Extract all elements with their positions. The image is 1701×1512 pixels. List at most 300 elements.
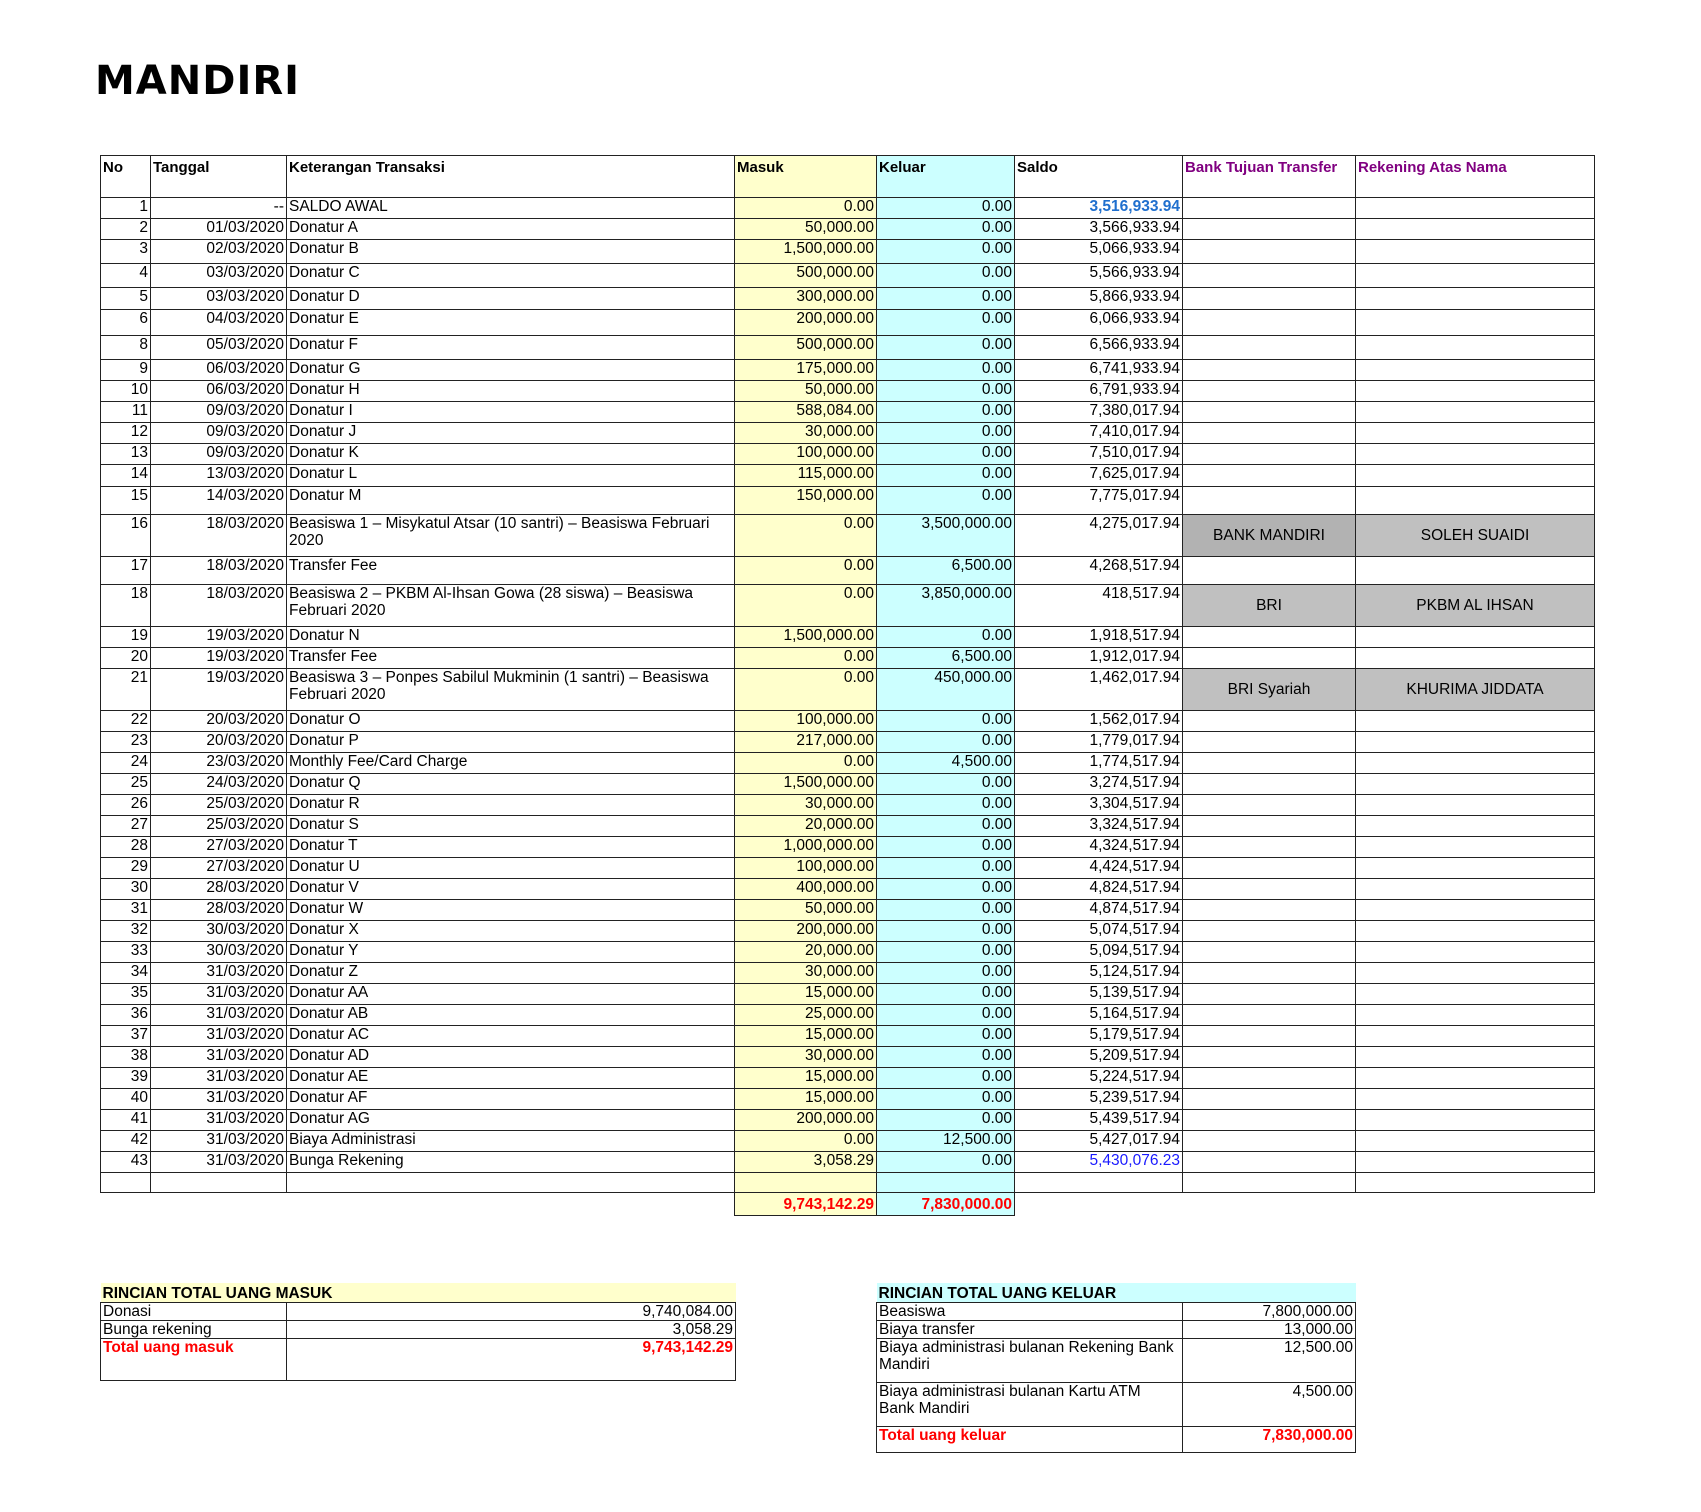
cell-rekening-atas-nama	[1356, 487, 1595, 515]
cell-keterangan: Donatur AC	[287, 1026, 735, 1047]
cell-bank-tujuan	[1183, 198, 1356, 219]
cell-bank-tujuan	[1183, 795, 1356, 816]
table-row	[101, 360, 1595, 381]
cell-tanggal: 31/03/2020	[151, 1026, 287, 1047]
summary-total-row	[877, 1427, 1356, 1453]
cell-bank-tujuan	[1183, 984, 1356, 1005]
cell-saldo: 7,380,017.94	[1015, 402, 1183, 423]
cell-keterangan: Donatur R	[287, 795, 735, 816]
table-row	[101, 627, 1595, 648]
cell-saldo: 5,224,517.94	[1015, 1068, 1183, 1089]
cell-masuk: 500,000.00	[735, 264, 877, 288]
cell-saldo: 5,124,517.94	[1015, 963, 1183, 984]
header-bank-tujuan: Bank Tujuan Transfer	[1183, 156, 1356, 198]
cell-bank-tujuan	[1183, 288, 1356, 310]
cell-keterangan: Donatur AB	[287, 1005, 735, 1026]
cell-saldo: 5,566,933.94	[1015, 264, 1183, 288]
summary-label: Beasiswa	[877, 1303, 1183, 1321]
cell-keterangan: Donatur J	[287, 423, 735, 444]
cell-rekening-atas-nama	[1356, 1047, 1595, 1068]
cell-keluar: 0.00	[877, 198, 1015, 219]
cell-tanggal: 03/03/2020	[151, 288, 287, 310]
cell-keterangan: Donatur H	[287, 381, 735, 402]
cell-tanggal: 05/03/2020	[151, 336, 287, 360]
cell-keterangan: Donatur A	[287, 219, 735, 240]
cell-no: 23	[101, 732, 151, 753]
cell-bank-tujuan	[1183, 1068, 1356, 1089]
cell-no: 41	[101, 1110, 151, 1131]
cell-tanggal: 25/03/2020	[151, 795, 287, 816]
cell-saldo: 4,424,517.94	[1015, 858, 1183, 879]
header-keterangan: Keterangan Transaksi	[287, 156, 735, 198]
table-row	[101, 1110, 1595, 1131]
cell-keterangan: Donatur W	[287, 900, 735, 921]
table-row	[101, 879, 1595, 900]
cell-saldo: 1,562,017.94	[1015, 711, 1183, 732]
cell-rekening-atas-nama	[1356, 711, 1595, 732]
table-row	[101, 1047, 1595, 1068]
cell-rekening-atas-nama	[1356, 360, 1595, 381]
cell-no: 33	[101, 942, 151, 963]
cell-keterangan: Transfer Fee	[287, 557, 735, 585]
cell-keluar: 0.00	[877, 1152, 1015, 1173]
cell-keterangan: Donatur D	[287, 288, 735, 310]
table-row	[101, 984, 1595, 1005]
cell-rekening-atas-nama: SOLEH SUAIDI	[1356, 515, 1595, 557]
cell-bank-tujuan	[1183, 837, 1356, 858]
cell-bank-tujuan	[1183, 402, 1356, 423]
cell-keterangan: Donatur K	[287, 444, 735, 465]
total-keluar: 7,830,000.00	[877, 1193, 1015, 1216]
cell-bank-tujuan	[1183, 711, 1356, 732]
cell-saldo: 7,775,017.94	[1015, 487, 1183, 515]
summary-label: Biaya administrasi bulanan Rekening Bank Mandiri	[877, 1339, 1183, 1383]
cell-keterangan: Donatur AF	[287, 1089, 735, 1110]
summary-label: Donasi	[101, 1303, 287, 1321]
cell-saldo: 5,164,517.94	[1015, 1005, 1183, 1026]
cell-tanggal: 31/03/2020	[151, 1047, 287, 1068]
cell-no: 22	[101, 711, 151, 732]
cell-masuk: 100,000.00	[735, 711, 877, 732]
cell-bank-tujuan	[1183, 858, 1356, 879]
cell-rekening-atas-nama	[1356, 1152, 1595, 1173]
table-row	[101, 381, 1595, 402]
cell-bank-tujuan	[1183, 336, 1356, 360]
cell-tanggal: 31/03/2020	[151, 963, 287, 984]
table-row	[101, 515, 1595, 557]
cell-saldo: 5,430,076.23	[1015, 1152, 1183, 1173]
cell-rekening-atas-nama	[1356, 816, 1595, 837]
cell-tanggal: 31/03/2020	[151, 1068, 287, 1089]
summary-total-label: Total uang keluar	[877, 1427, 1183, 1453]
cell-keluar: 0.00	[877, 219, 1015, 240]
table-row	[101, 585, 1595, 627]
cell-saldo: 4,275,017.94	[1015, 515, 1183, 557]
cell-keluar: 0.00	[877, 1047, 1015, 1068]
cell-saldo: 5,094,517.94	[1015, 942, 1183, 963]
cell-masuk: 400,000.00	[735, 879, 877, 900]
cell-no: 17	[101, 557, 151, 585]
cell-masuk: 50,000.00	[735, 900, 877, 921]
cell-rekening-atas-nama	[1356, 1110, 1595, 1131]
cell-no: 32	[101, 921, 151, 942]
cell-rekening-atas-nama	[1356, 219, 1595, 240]
cell-tanggal: 25/03/2020	[151, 816, 287, 837]
cell-rekening-atas-nama	[1356, 963, 1595, 984]
cell-rekening-atas-nama	[1356, 627, 1595, 648]
cell-no: 5	[101, 288, 151, 310]
cell-rekening-atas-nama	[1356, 648, 1595, 669]
summary-total-label: Total uang masuk	[101, 1339, 287, 1381]
cell-saldo: 7,510,017.94	[1015, 444, 1183, 465]
cell-masuk: 1,000,000.00	[735, 837, 877, 858]
cell-keluar: 3,500,000.00	[877, 515, 1015, 557]
cell-no: 30	[101, 879, 151, 900]
cell-masuk: 200,000.00	[735, 1110, 877, 1131]
cell-saldo: 5,074,517.94	[1015, 921, 1183, 942]
cell-saldo: 6,066,933.94	[1015, 310, 1183, 336]
cell-keluar: 0.00	[877, 310, 1015, 336]
cell-keterangan: Donatur Q	[287, 774, 735, 795]
summary-row	[101, 1321, 736, 1339]
table-row	[101, 1131, 1595, 1152]
table-row	[101, 1068, 1595, 1089]
cell-saldo: 1,912,017.94	[1015, 648, 1183, 669]
cell-no: 40	[101, 1089, 151, 1110]
total-masuk: 9,743,142.29	[735, 1193, 877, 1216]
cell-tanggal: 03/03/2020	[151, 264, 287, 288]
cell-rekening-atas-nama	[1356, 753, 1595, 774]
cell-saldo: 1,779,017.94	[1015, 732, 1183, 753]
cell-bank-tujuan	[1183, 648, 1356, 669]
cell-masuk: 30,000.00	[735, 963, 877, 984]
cell-saldo: 5,209,517.94	[1015, 1047, 1183, 1068]
summary-value: 7,800,000.00	[1183, 1303, 1356, 1321]
summary-value: 9,740,084.00	[287, 1303, 736, 1321]
cell-rekening-atas-nama	[1356, 402, 1595, 423]
cell-masuk: 30,000.00	[735, 1047, 877, 1068]
cell-keluar: 0.00	[877, 444, 1015, 465]
cell-masuk: 30,000.00	[735, 795, 877, 816]
cell-rekening-atas-nama	[1356, 732, 1595, 753]
cell-no: 35	[101, 984, 151, 1005]
cell-keluar: 3,850,000.00	[877, 585, 1015, 627]
cell-rekening-atas-nama	[1356, 240, 1595, 264]
cell-bank-tujuan	[1183, 1089, 1356, 1110]
cell-bank-tujuan	[1183, 264, 1356, 288]
cell-tanggal: 02/03/2020	[151, 240, 287, 264]
table-row	[101, 1089, 1595, 1110]
table-row	[101, 198, 1595, 219]
cell-masuk: 30,000.00	[735, 423, 877, 444]
cell-no: 16	[101, 515, 151, 557]
cell-tanggal: 31/03/2020	[151, 1110, 287, 1131]
cell-no: 3	[101, 240, 151, 264]
table-row	[101, 465, 1595, 487]
cell-keterangan: Donatur T	[287, 837, 735, 858]
cell-no: 42	[101, 1131, 151, 1152]
cell-keluar: 0.00	[877, 816, 1015, 837]
cell-tanggal: 24/03/2020	[151, 774, 287, 795]
cell-saldo: 5,066,933.94	[1015, 240, 1183, 264]
table-row	[101, 732, 1595, 753]
cell-bank-tujuan	[1183, 1026, 1356, 1047]
cell-no: 2	[101, 219, 151, 240]
cell-tanggal: 14/03/2020	[151, 487, 287, 515]
cell-rekening-atas-nama	[1356, 774, 1595, 795]
cell-tanggal: 30/03/2020	[151, 921, 287, 942]
cell-saldo: 3,324,517.94	[1015, 816, 1183, 837]
cell-saldo: 7,410,017.94	[1015, 423, 1183, 444]
cell-bank-tujuan: BRI Syariah	[1183, 669, 1356, 711]
table-row	[101, 942, 1595, 963]
cell-keluar: 0.00	[877, 984, 1015, 1005]
cell-saldo: 4,324,517.94	[1015, 837, 1183, 858]
cell-masuk: 200,000.00	[735, 921, 877, 942]
cell-keluar: 4,500.00	[877, 753, 1015, 774]
summary-value: 12,500.00	[1183, 1339, 1356, 1383]
cell-rekening-atas-nama	[1356, 1131, 1595, 1152]
cell-no: 38	[101, 1047, 151, 1068]
cell-bank-tujuan	[1183, 465, 1356, 487]
header-tanggal: Tanggal	[151, 156, 287, 198]
summary-total-value: 7,830,000.00	[1183, 1427, 1356, 1453]
cell-tanggal: 19/03/2020	[151, 648, 287, 669]
cell-keterangan: Bunga Rekening	[287, 1152, 735, 1173]
table-row	[101, 264, 1595, 288]
cell-bank-tujuan	[1183, 1047, 1356, 1068]
cell-rekening-atas-nama	[1356, 423, 1595, 444]
cell-keluar: 0.00	[877, 360, 1015, 381]
cell-keluar: 0.00	[877, 288, 1015, 310]
cell-keluar: 0.00	[877, 711, 1015, 732]
cell-tanggal: 04/03/2020	[151, 310, 287, 336]
table-row	[101, 288, 1595, 310]
cell-bank-tujuan	[1183, 774, 1356, 795]
cell-keluar: 0.00	[877, 381, 1015, 402]
cell-bank-tujuan	[1183, 816, 1356, 837]
cell-keterangan: Donatur AE	[287, 1068, 735, 1089]
summary-row	[101, 1303, 736, 1321]
summary-masuk-title: RINCIAN TOTAL UANG MASUK	[102, 1285, 333, 1302]
cell-masuk: 3,058.29	[735, 1152, 877, 1173]
table-row	[101, 1152, 1595, 1173]
cell-no: 31	[101, 900, 151, 921]
cell-bank-tujuan	[1183, 942, 1356, 963]
cell-bank-tujuan	[1183, 879, 1356, 900]
cell-saldo: 4,824,517.94	[1015, 879, 1183, 900]
summary-label: Biaya transfer	[877, 1321, 1183, 1339]
cell-no: 10	[101, 381, 151, 402]
cell-keluar: 0.00	[877, 264, 1015, 288]
cell-bank-tujuan	[1183, 219, 1356, 240]
table-row	[101, 310, 1595, 336]
cell-saldo: 3,274,517.94	[1015, 774, 1183, 795]
cell-rekening-atas-nama	[1356, 879, 1595, 900]
cell-saldo: 6,791,933.94	[1015, 381, 1183, 402]
cell-keterangan: Donatur M	[287, 487, 735, 515]
cell-rekening-atas-nama	[1356, 858, 1595, 879]
cell-keluar: 0.00	[877, 795, 1015, 816]
cell-tanggal: 31/03/2020	[151, 1005, 287, 1026]
cell-keluar: 0.00	[877, 1068, 1015, 1089]
cell-bank-tujuan	[1183, 557, 1356, 585]
cell-no: 18	[101, 585, 151, 627]
transaction-table	[100, 155, 1595, 1216]
cell-keluar: 0.00	[877, 423, 1015, 444]
cell-masuk: 1,500,000.00	[735, 627, 877, 648]
cell-tanggal: 27/03/2020	[151, 837, 287, 858]
cell-rekening-atas-nama	[1356, 336, 1595, 360]
summary-row	[877, 1339, 1356, 1383]
cell-saldo: 4,874,517.94	[1015, 900, 1183, 921]
cell-tanggal: 01/03/2020	[151, 219, 287, 240]
cell-rekening-atas-nama	[1356, 465, 1595, 487]
cell-tanggal: 19/03/2020	[151, 627, 287, 648]
cell-tanggal: 09/03/2020	[151, 423, 287, 444]
cell-keterangan: Beasiswa 3 – Ponpes Sabilul Mukminin (1 santri) – Beasiswa Februari 2020	[287, 669, 735, 711]
cell-tanggal: 09/03/2020	[151, 444, 287, 465]
cell-saldo: 5,427,017.94	[1015, 1131, 1183, 1152]
cell-no: 11	[101, 402, 151, 423]
cell-rekening-atas-nama: KHURIMA JIDDATA	[1356, 669, 1595, 711]
totals-row	[101, 1193, 1595, 1216]
cell-keluar: 0.00	[877, 465, 1015, 487]
cell-bank-tujuan	[1183, 1131, 1356, 1152]
cell-keterangan: Biaya Administrasi	[287, 1131, 735, 1152]
cell-rekening-atas-nama	[1356, 984, 1595, 1005]
cell-bank-tujuan: BANK MANDIRI	[1183, 515, 1356, 557]
cell-no: 13	[101, 444, 151, 465]
cell-tanggal: 23/03/2020	[151, 753, 287, 774]
cell-saldo: 3,566,933.94	[1015, 219, 1183, 240]
cell-keterangan: Monthly Fee/Card Charge	[287, 753, 735, 774]
cell-tanggal: 18/03/2020	[151, 585, 287, 627]
summary-value: 3,058.29	[287, 1321, 736, 1339]
header-no: No	[101, 156, 151, 198]
cell-no: 14	[101, 465, 151, 487]
cell-tanggal: 20/03/2020	[151, 732, 287, 753]
cell-keterangan: Donatur L	[287, 465, 735, 487]
cell-saldo: 6,566,933.94	[1015, 336, 1183, 360]
table-header-row	[101, 156, 1595, 198]
cell-tanggal: --	[151, 198, 287, 219]
summary-value: 4,500.00	[1183, 1383, 1356, 1427]
cell-saldo: 5,239,517.94	[1015, 1089, 1183, 1110]
cell-saldo: 5,139,517.94	[1015, 984, 1183, 1005]
table-row	[101, 669, 1595, 711]
cell-bank-tujuan	[1183, 487, 1356, 515]
cell-saldo: 4,268,517.94	[1015, 557, 1183, 585]
cell-tanggal: 31/03/2020	[151, 1131, 287, 1152]
cell-tanggal: 31/03/2020	[151, 1089, 287, 1110]
cell-bank-tujuan: BRI	[1183, 585, 1356, 627]
cell-keluar: 0.00	[877, 921, 1015, 942]
cell-no: 15	[101, 487, 151, 515]
cell-keterangan: Donatur P	[287, 732, 735, 753]
cell-keluar: 0.00	[877, 942, 1015, 963]
cell-bank-tujuan	[1183, 423, 1356, 444]
cell-bank-tujuan	[1183, 360, 1356, 381]
table-row	[101, 858, 1595, 879]
cell-tanggal: 28/03/2020	[151, 879, 287, 900]
cell-masuk: 15,000.00	[735, 1089, 877, 1110]
cell-masuk: 15,000.00	[735, 984, 877, 1005]
cell-saldo: 7,625,017.94	[1015, 465, 1183, 487]
cell-masuk: 0.00	[735, 515, 877, 557]
table-row	[101, 444, 1595, 465]
cell-keterangan: Beasiswa 2 – PKBM Al-Ihsan Gowa (28 siswa) – Beasiswa Februari 2020	[287, 585, 735, 627]
cell-no: 19	[101, 627, 151, 648]
cell-rekening-atas-nama	[1356, 1005, 1595, 1026]
table-row	[101, 921, 1595, 942]
cell-masuk: 500,000.00	[735, 336, 877, 360]
cell-masuk: 50,000.00	[735, 381, 877, 402]
cell-tanggal: 09/03/2020	[151, 402, 287, 423]
cell-keluar: 0.00	[877, 900, 1015, 921]
table-row	[101, 648, 1595, 669]
summary-keluar-table	[876, 1283, 1356, 1453]
cell-bank-tujuan	[1183, 381, 1356, 402]
summary-row	[877, 1321, 1356, 1339]
summary-label: Bunga rekening	[101, 1321, 287, 1339]
cell-masuk: 115,000.00	[735, 465, 877, 487]
cell-keterangan: Donatur F	[287, 336, 735, 360]
cell-no: 8	[101, 336, 151, 360]
cell-saldo: 5,866,933.94	[1015, 288, 1183, 310]
cell-keterangan: Donatur C	[287, 264, 735, 288]
table-row	[101, 402, 1595, 423]
cell-rekening-atas-nama	[1356, 1026, 1595, 1047]
cell-keluar: 0.00	[877, 963, 1015, 984]
cell-masuk: 0.00	[735, 198, 877, 219]
table-row	[101, 711, 1595, 732]
cell-rekening-atas-nama	[1356, 900, 1595, 921]
cell-saldo: 1,918,517.94	[1015, 627, 1183, 648]
cell-keluar: 0.00	[877, 487, 1015, 515]
cell-keterangan: Donatur B	[287, 240, 735, 264]
cell-bank-tujuan	[1183, 1152, 1356, 1173]
cell-no: 29	[101, 858, 151, 879]
cell-keluar: 6,500.00	[877, 648, 1015, 669]
cell-bank-tujuan	[1183, 732, 1356, 753]
cell-no: 37	[101, 1026, 151, 1047]
table-row	[101, 1005, 1595, 1026]
cell-masuk: 200,000.00	[735, 310, 877, 336]
summary-row	[877, 1303, 1356, 1321]
cell-rekening-atas-nama	[1356, 198, 1595, 219]
cell-saldo: 3,516,933.94	[1015, 198, 1183, 219]
summary-row	[877, 1383, 1356, 1427]
cell-masuk: 1,500,000.00	[735, 774, 877, 795]
cell-tanggal: 30/03/2020	[151, 942, 287, 963]
cell-keterangan: Beasiswa 1 – Misykatul Atsar (10 santri) – Beasiswa Februari 2020	[287, 515, 735, 557]
cell-keluar: 0.00	[877, 1026, 1015, 1047]
cell-keluar: 6,500.00	[877, 557, 1015, 585]
cell-rekening-atas-nama	[1356, 921, 1595, 942]
table-row	[101, 837, 1595, 858]
cell-keterangan: Donatur U	[287, 858, 735, 879]
cell-no: 43	[101, 1152, 151, 1173]
cell-keterangan: Donatur E	[287, 310, 735, 336]
cell-bank-tujuan	[1183, 1005, 1356, 1026]
table-row	[101, 487, 1595, 515]
cell-keluar: 0.00	[877, 732, 1015, 753]
table-row	[101, 336, 1595, 360]
cell-keluar: 0.00	[877, 837, 1015, 858]
table-row	[101, 1026, 1595, 1047]
cell-masuk: 100,000.00	[735, 858, 877, 879]
